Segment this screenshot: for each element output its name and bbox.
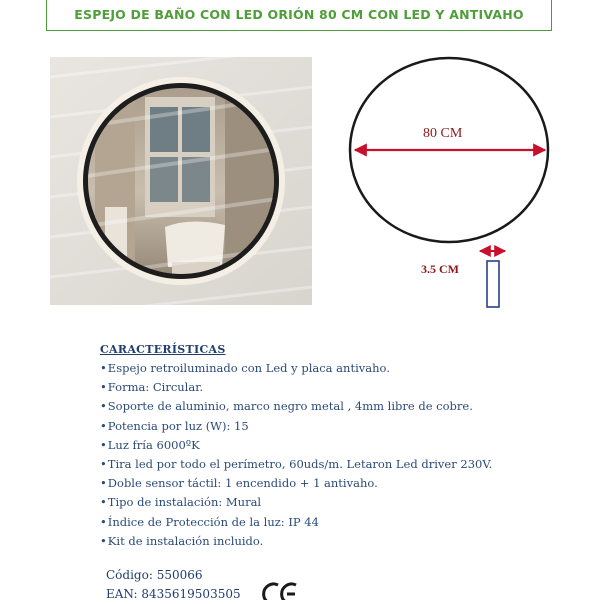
mirror-profile-rect [487,261,499,307]
ce-mark-icon [262,582,302,600]
feature-item: • Soporte de aluminio, marco negro metal , 4mm libre de cobre. [100,397,492,416]
product-code: Código: 550066 [106,568,203,582]
feature-item: • Luz fría 6000ºK [100,436,492,455]
feature-item: • Tipo de instalación: Mural [100,493,492,512]
feature-item: • Índice de Protección de la luz: IP 44 [100,513,492,532]
ean-code: EAN: 8435619503505 [106,587,241,601]
feature-item: • Tira led por todo el perímetro, 60uds/m. Letaron Led driver 230V. [100,455,492,474]
feature-item: • Forma: Circular. [100,378,492,397]
feature-item: • Doble sensor táctil: 1 encendido + 1 antivaho. [100,474,492,493]
diameter-label: 80 CM [423,126,463,141]
depth-label: 3.5 CM [421,262,459,276]
feature-item: • Kit de instalación incluido. [100,532,492,551]
page-title: ESPEJO DE BAÑO CON LED ORIÓN 80 CM CON LED Y ANTIVAHO [74,6,524,22]
features-list [100,359,492,551]
features-section [100,343,492,551]
feature-item: • Potencia por luz (W): 15 [100,417,492,436]
product-codes [106,566,241,604]
feature-item: • Espejo retroiluminado con Led y placa antivaho. [100,359,492,378]
features-heading: CARACTERÍSTICAS [100,343,226,356]
